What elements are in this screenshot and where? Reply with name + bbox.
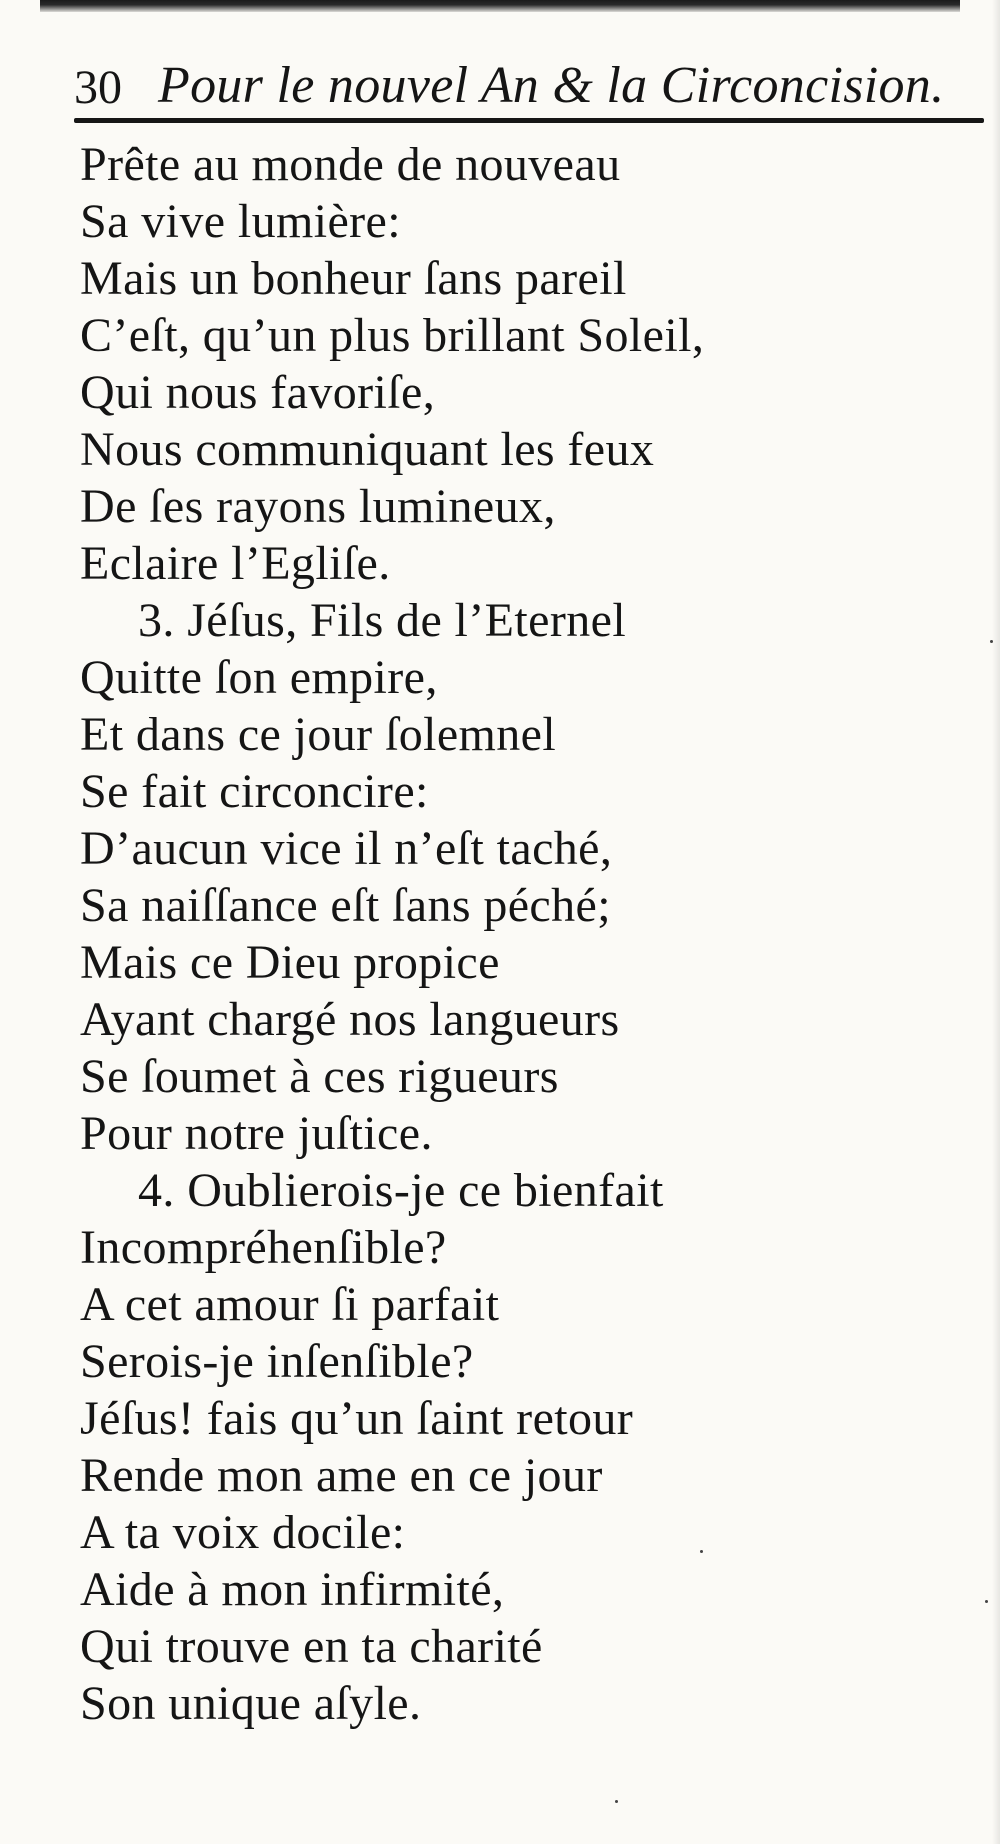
verse-line: Aide à mon infirmité, xyxy=(80,1563,505,1616)
header-rule xyxy=(74,118,984,123)
verse-line: 3. Jéſus, Fils de l’Eternel xyxy=(138,594,627,647)
verse-line: Eclaire l’Egliſe. xyxy=(80,537,391,590)
verse-line: A cet amour ſi parfait xyxy=(80,1278,500,1331)
running-title: Pour le nouvel An & la Circoncision. xyxy=(158,57,945,114)
paper-speck xyxy=(700,1550,703,1553)
verse-line: Nous communiquant les feux xyxy=(80,423,655,476)
verse-line: Jéſus! fais qu’un ſaint retour xyxy=(80,1392,634,1445)
verse-line: De ſes rayons lumineux, xyxy=(80,480,556,533)
verse-line: A ta voix docile: xyxy=(80,1506,406,1559)
hymn-verse-text xyxy=(80,136,980,1732)
verse-line: Quitte ſon empire, xyxy=(80,651,438,704)
paper-speck xyxy=(615,1800,618,1803)
paper-speck xyxy=(985,1600,988,1603)
page-right-edge xyxy=(992,0,1000,1844)
verse-line: Incompréhenſible? xyxy=(80,1221,447,1274)
verse-line: Ayant chargé nos langueurs xyxy=(80,993,620,1046)
verse-line: Sa naiſſance eſt ſans péché; xyxy=(80,879,611,932)
verse-line: Se ſoumet à ces rigueurs xyxy=(80,1050,559,1103)
verse-line: C’eſt, qu’un plus brillant Soleil, xyxy=(80,309,705,362)
verse-line: 4. Oublierois-je ce bienfait xyxy=(138,1164,664,1217)
verse-line: Rende mon ame en ce jour xyxy=(80,1449,603,1502)
page-top-edge xyxy=(40,0,960,12)
verse-line: Pour notre juſtice. xyxy=(80,1107,433,1160)
verse-line: Mais ce Dieu propice xyxy=(80,936,500,989)
page-number: 30 xyxy=(74,61,122,114)
verse-line: Mais un bonheur ſans pareil xyxy=(80,252,627,305)
verse-line: Et dans ce jour ſolemnel xyxy=(80,708,557,761)
verse-line: Qui nous favoriſe, xyxy=(80,366,436,419)
verse-line: Son unique aſyle. xyxy=(80,1677,422,1730)
verse-line: Prête au monde de nouveau xyxy=(80,138,621,191)
verse-line: D’aucun vice il n’eſt taché, xyxy=(80,822,613,875)
verse-line: Qui trouve en ta charité xyxy=(80,1620,543,1673)
verse-line: Serois-je inſenſible? xyxy=(80,1335,474,1388)
verse-line: Sa vive lumière: xyxy=(80,195,401,248)
verse-line: Se fait circoncire: xyxy=(80,765,429,818)
paper-speck xyxy=(990,640,993,643)
